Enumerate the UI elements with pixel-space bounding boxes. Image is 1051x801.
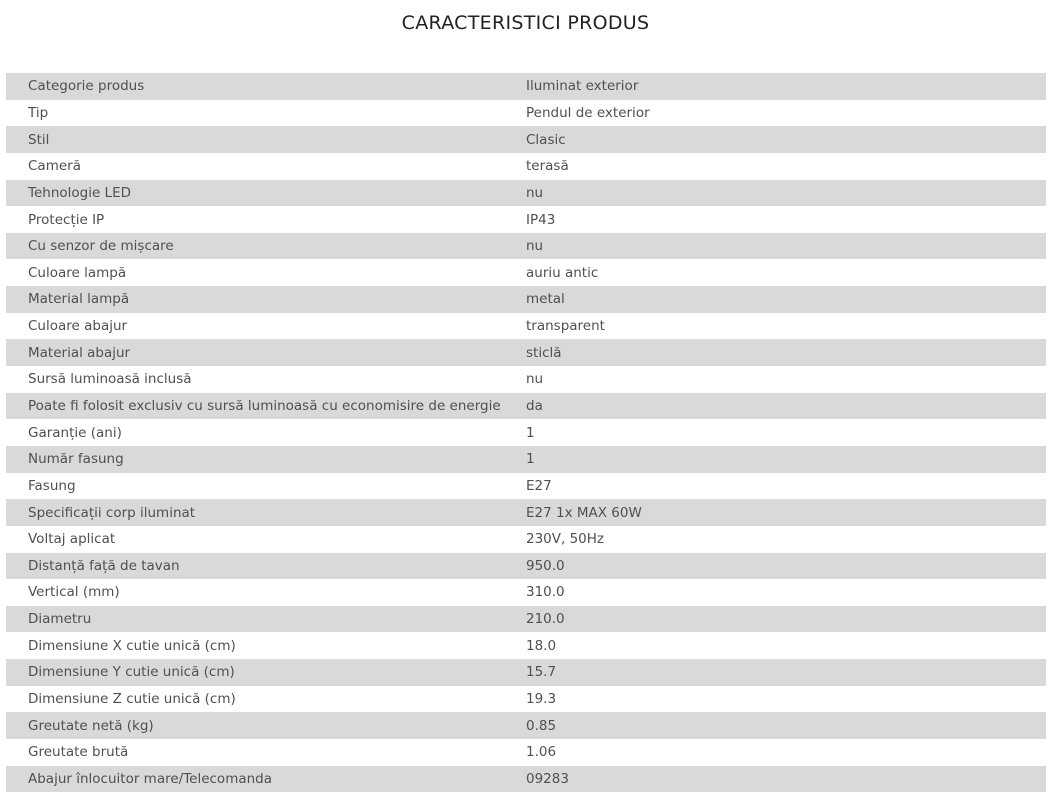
spec-label: Material lampă (28, 291, 130, 308)
spec-row (6, 473, 1046, 500)
spec-row (6, 259, 1046, 286)
spec-value: 0.85 (526, 717, 557, 734)
spec-value: metal (526, 291, 565, 308)
spec-label: Garanție (ani) (28, 424, 122, 441)
spec-row (6, 206, 1046, 233)
spec-label: Abajur înlocuitor mare/Telecomanda (28, 770, 273, 787)
spec-value: nu (526, 371, 544, 388)
spec-row (6, 632, 1046, 659)
spec-label: Culoare abajur (28, 318, 128, 335)
spec-label: Dimensiune Z cutie unică (cm) (28, 691, 236, 708)
spec-row (6, 100, 1046, 127)
spec-row (6, 712, 1046, 739)
spec-value: Clasic (526, 131, 566, 148)
spec-row (6, 553, 1046, 580)
spec-label: Tip (28, 104, 49, 121)
spec-label: Greutate netă (kg) (28, 717, 154, 734)
spec-row (6, 393, 1046, 420)
spec-value: 950.0 (526, 557, 565, 574)
spec-value: nu (526, 238, 544, 255)
spec-label: Material abajur (28, 344, 131, 361)
spec-row (6, 686, 1046, 713)
spec-value: IP43 (526, 211, 556, 228)
spec-label: Cu senzor de mișcare (28, 238, 174, 255)
spec-label: Fasung (28, 477, 76, 494)
spec-label: Diametru (28, 611, 92, 628)
spec-label: Protecție IP (28, 211, 105, 228)
spec-row (6, 739, 1046, 766)
spec-row (6, 526, 1046, 553)
spec-row (6, 659, 1046, 686)
spec-value: 19.3 (526, 691, 557, 708)
spec-value: 1.06 (526, 744, 557, 761)
spec-value: 1 (526, 451, 535, 468)
spec-row (6, 446, 1046, 473)
spec-row (6, 73, 1046, 100)
spec-label: Număr fasung (28, 451, 124, 468)
spec-row (6, 366, 1046, 393)
spec-value: E27 1x MAX 60W (526, 504, 642, 521)
spec-row (6, 126, 1046, 153)
spec-table (6, 73, 1046, 792)
spec-row (6, 339, 1046, 366)
spec-label: Greutate brută (28, 744, 129, 761)
spec-value: E27 (526, 477, 552, 494)
spec-value: 210.0 (526, 611, 565, 628)
spec-value: 09283 (526, 770, 569, 787)
spec-value: Pendul de exterior (526, 104, 650, 121)
spec-row (6, 313, 1046, 340)
spec-value: sticlă (526, 344, 562, 361)
spec-label: Categorie produs (28, 78, 145, 95)
spec-row (6, 286, 1046, 313)
spec-value: transparent (526, 318, 605, 335)
spec-label: Specificații corp iluminat (28, 504, 196, 521)
spec-label: Cameră (28, 158, 81, 175)
spec-label: Voltaj aplicat (28, 531, 116, 548)
spec-row (6, 499, 1046, 526)
spec-label: Distanță față de tavan (28, 557, 180, 574)
spec-value: 18.0 (526, 637, 557, 654)
spec-label: Dimensiune Y cutie unică (cm) (28, 664, 235, 681)
spec-value: 310.0 (526, 584, 565, 601)
spec-label: Vertical (mm) (28, 584, 120, 601)
spec-value: nu (526, 184, 544, 201)
spec-row (6, 766, 1046, 793)
spec-label: Stil (28, 131, 50, 148)
spec-value: auriu antic (526, 264, 599, 281)
spec-row (6, 579, 1046, 606)
spec-value: da (526, 398, 543, 414)
spec-label: Poate fi folosit exclusiv cu sursă luminoasă cu economisire de energie (28, 398, 501, 414)
spec-label: Tehnologie LED (28, 184, 132, 201)
spec-row (6, 180, 1046, 207)
spec-row (6, 153, 1046, 180)
spec-value: Iluminat exterior (526, 78, 639, 95)
spec-row (6, 419, 1046, 446)
spec-row (6, 606, 1046, 633)
spec-value: 230V, 50Hz (526, 531, 605, 548)
spec-label: Culoare lampă (28, 264, 127, 281)
spec-row (6, 233, 1046, 260)
spec-value: terasă (526, 158, 569, 175)
page-title: CARACTERISTICI PRODUS (401, 12, 650, 34)
spec-value: 1 (526, 424, 535, 441)
spec-label: Dimensiune X cutie unică (cm) (28, 637, 236, 654)
spec-value: 15.7 (526, 664, 557, 681)
spec-label: Sursă luminoasă inclusă (28, 371, 192, 388)
